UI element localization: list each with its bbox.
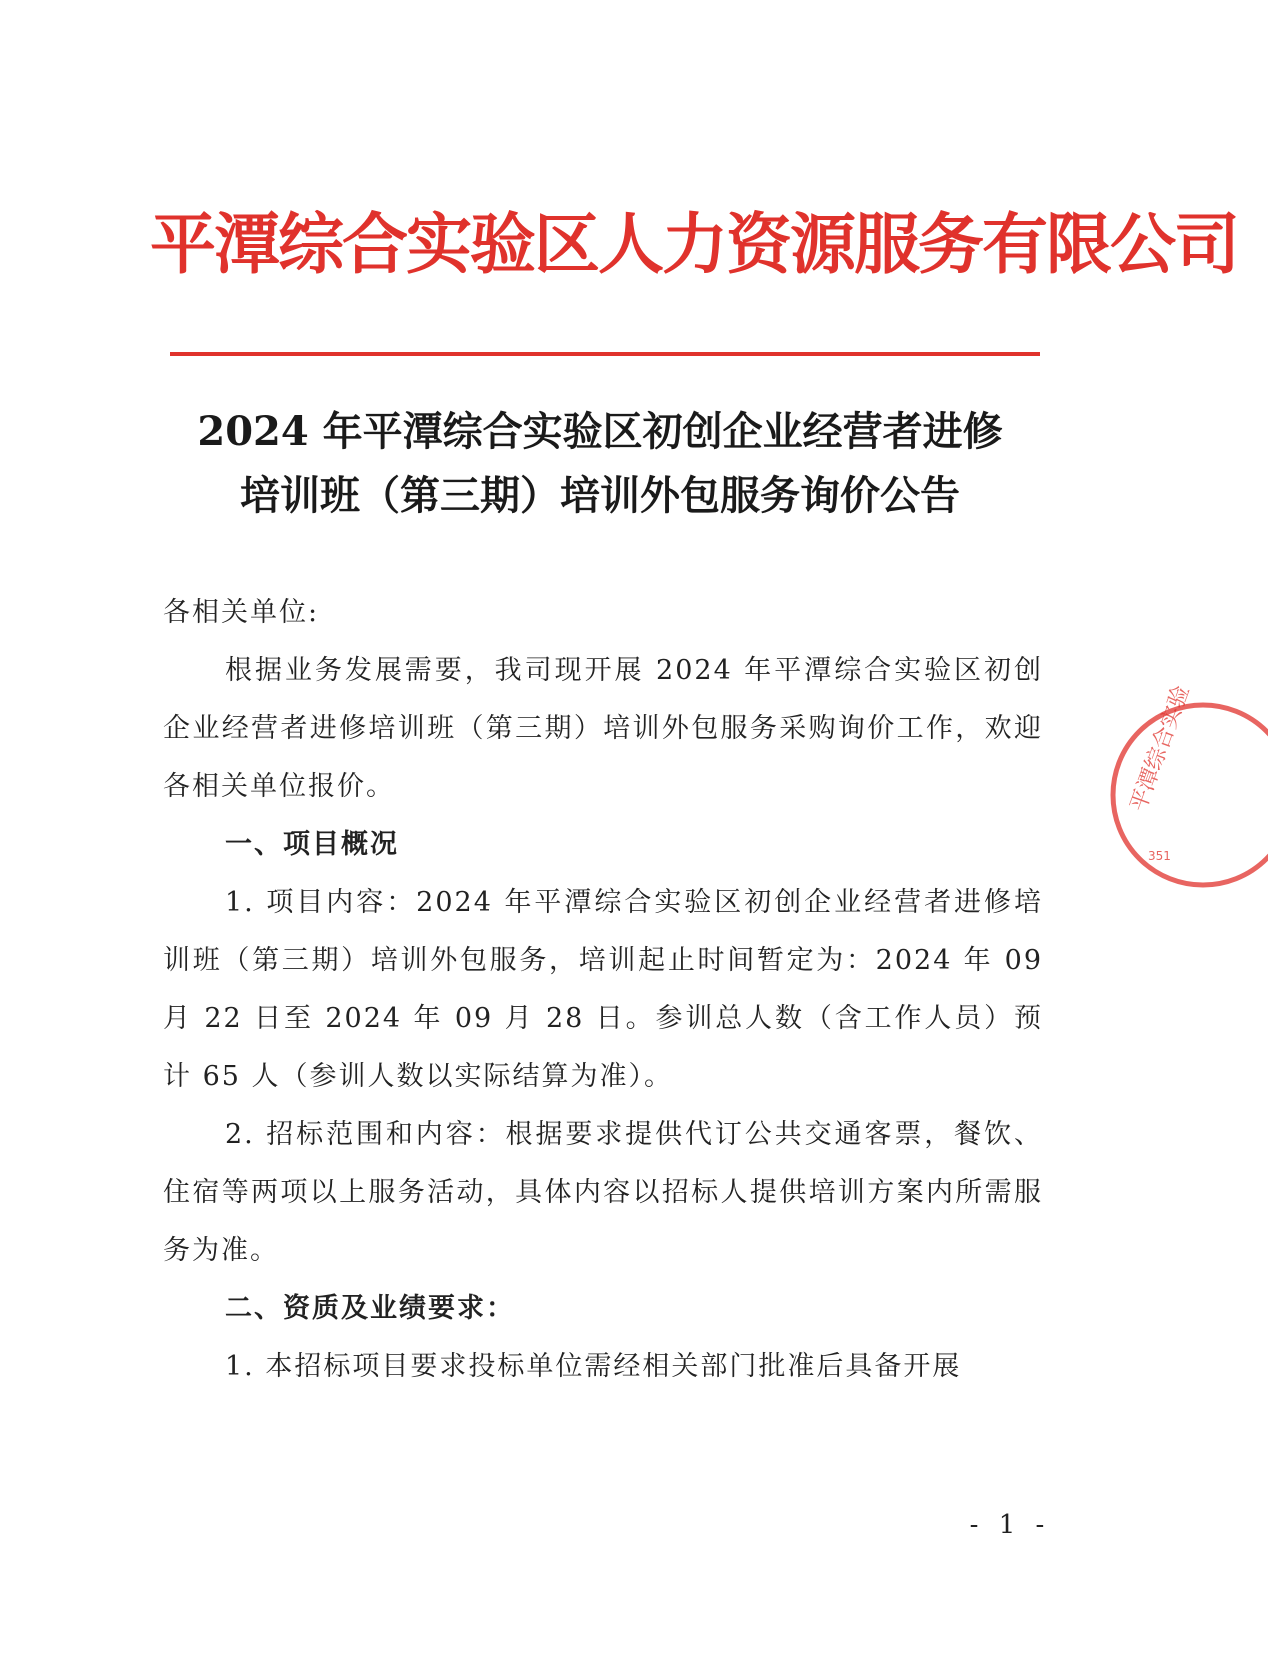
document-title [150, 400, 1050, 528]
page-number: - 1 - [969, 1510, 1051, 1540]
title-line-1: 2024 年平潭综合实验区初创企业经营者进修 [197, 408, 1003, 455]
svg-text:平潭综合实验: 平潭综合实验 [1126, 682, 1195, 815]
svg-text:351: 351 [1148, 849, 1171, 863]
section-1-heading: 一、项目概况 [225, 829, 399, 860]
official-seal-icon [1108, 682, 1268, 900]
section-2-heading: 二、资质及业绩要求： [225, 1293, 515, 1324]
intro-paragraph: 根据业务发展需要，我司现开展 2024 年平潭综合实验区初创企业经营者进修培训班（第三期）培训外包服务采购询价工作，欢迎各相关单位报价。 [163, 655, 1043, 802]
section-1-item-1: 1. 项目内容：2024 年平潭综合实验区初创企业经营者进修培训班（第三期）培训外包服务，培训起止时间暂定为：2024 年 09 月 22 日至 2024 年 09 月 28 日。参训总人数（含工作人员）预计 65 人（参训人数以实际结算为准）。 [163, 887, 1043, 1092]
document-body [163, 584, 1043, 1396]
section-1-item-2: 2. 招标范围和内容：根据要求提供代订公共交通客票，餐饮、住宿等两项以上服务活动，具体内容以招标人提供培训方案内所需服务为准。 [163, 1119, 1043, 1266]
title-line-2: 培训班（第三期）培训外包服务询价公告 [240, 472, 960, 519]
organization-header: 平潭综合实验区人力资源服务有限公司 [150, 206, 1238, 283]
section-2-item-1: 1. 本招标项目要求投标单位需经相关部门批准后具备开展 [225, 1351, 962, 1382]
header-divider [170, 352, 1040, 356]
salutation: 各相关单位: [163, 597, 320, 628]
